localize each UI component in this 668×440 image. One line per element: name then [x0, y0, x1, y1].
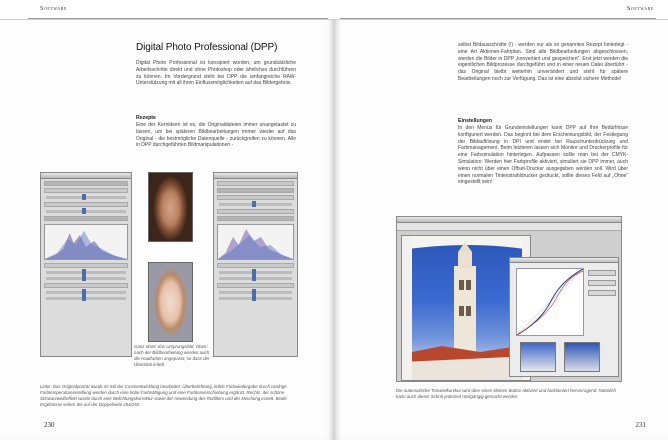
section-paragraph: Eine der Kernideen ist es, die Originaldateien immer unangetastet zu lassen, um bei späteren Bildbearbeitungen immer wieder auf das Original - die bestmögliche Datenquelle - zurückgreifen zu können. Alle in DPP durchgeführten Bildmanipulationen - [136, 122, 296, 149]
figure-caption: Die automatische Tonwertkurvkur wird über einen kleinen Button aktiviert und funktioniert hervorragend. Natürlich kann auch dieser Schritt jederzeit rückgängig gemacht werden. [396, 388, 616, 400]
portrait-edited-photo [148, 262, 193, 342]
section-heading: Rezepte [136, 115, 156, 121]
tool-palette-screenshot [40, 172, 132, 357]
bottom-caption: Links: Das Originalporträt wurde im Stil der Crossentwicklung bearbeitet: Überbelichtung, kühle Farbwiedergabe durch niedrige Farbtemperatureinstellung werden durch eine hohe Farbsättigung und eine Farbtonverschiebung ergänzt. Rechts: der schöne Schwarzweißeffekt wurde durch eine Belichtungskorrektur sowie der Anwendung des Rotfilters und der Mischung erzielt. Beide Ergebnisse sehen Sie auf der Doppelseite 254/255. [40, 384, 287, 408]
header-band [334, 0, 668, 20]
thumbnail-preview [520, 342, 556, 372]
histogram-2 [217, 224, 294, 260]
dpp-toolbar [397, 223, 622, 231]
portrait-original-photo [148, 172, 193, 242]
tone-curve-dialog [509, 257, 619, 377]
page-title: Digital Photo Professional (DPP) [136, 42, 278, 53]
section-paragraph: In den Menüs für Grundeinstellungen kann DPP auf Ihre Bedürfnisse konfiguriert werden. Das beginnt bei dem Erscheinungsbild, der Festlegung der Bildauflösung in DPI und endet bei Rauschunterdrückung und Farbmanagement. Beim letzteren lassen sich Monitor und Druckerprofile für eine Farbsimulation hinterlegen. Aufpassen sollte man bei der CMYK-Simulation: Werden hier Farbprofile aktiviert, simuliert sie DPP immer, auch wenn nicht über einen Offset-Drucker ausgegeben werden soll. Wird über einen normalen Tintenstrahldrucker gedruckt, sollte dieses Feld auf „Ohne“ eingestellt sein! [458, 125, 628, 186]
histogram [44, 224, 128, 260]
dpp-window-screenshot [396, 216, 622, 382]
intro-paragraph: Digital Photo Professional ist konsipiert worden, um grundsätzliche Arbeitsschritte direkt und ohne Photoshop oder ähnliches durchführen zu können. Im Vordergrund steht bei DPP die umfangreiche RAW-Unterstützung mit all ihren Einflussmöglichkeiten auf das Bildergebnis. [136, 60, 296, 87]
right-page [334, 0, 668, 440]
tool-palette-screenshot-2 [213, 172, 298, 357]
section-label: Software [40, 6, 68, 12]
header-rule [28, 18, 328, 19]
tone-curve-graph [516, 268, 584, 336]
continuation-paragraph: selbst Bildausschnitte (!) - werden nur als so genanntes Rezept hinterlegt - eine Art Aktionen-Fahrplan. Sind alle Bildbearbeitungen abgeschlossen, werden die Bilder in DPP „konvertiert und gespeichert“. Erst jetzt werden die eigentlichen Bildprozesse durchgeführt und in einer neuen Datei übertührt - das Original bleibt weiterhin unverändert und steht für spätere Bearbeitungen noch zur Verfügung. Das ist eine absolut sichere Methode! [458, 42, 628, 82]
section-label: Software [626, 6, 654, 12]
thumbnail-preview-2 [564, 342, 600, 372]
photo-caption: Ganz oben: das Ursprungsbild. Oben: nach der Bildbearbeitung werden auch die Hautfarben angepasst, so dass der Übertrieb kritelt. [134, 344, 210, 368]
page-number: 231 [635, 421, 646, 429]
header-rule [340, 18, 656, 19]
page-number: 230 [44, 421, 55, 429]
section-heading: Einstellungen [458, 118, 493, 124]
